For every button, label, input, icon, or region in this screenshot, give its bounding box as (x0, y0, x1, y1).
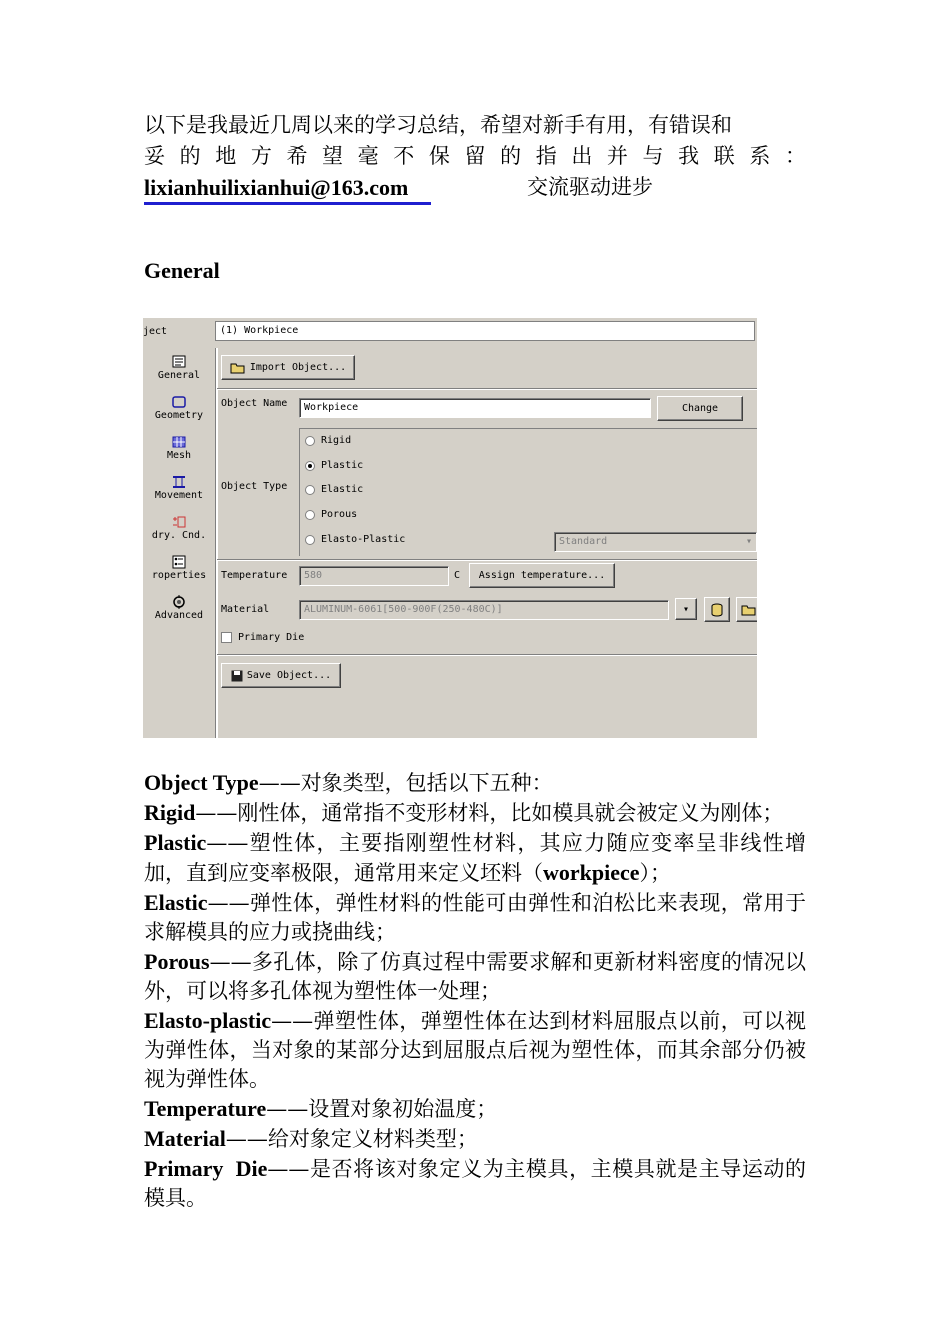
radio-button (305, 510, 315, 520)
folder-open-icon (230, 362, 246, 374)
database-icon (711, 603, 723, 617)
sidebar-item-label: General (157, 370, 201, 381)
divider (217, 388, 757, 390)
material-field[interactable]: ALUMINUM-6061[500-900F(250-480C)] (299, 600, 669, 620)
sidebar-item-advanced[interactable] (143, 594, 215, 621)
email-link[interactable]: lixianhuilixianhui@163.com (144, 175, 409, 200)
save-object-label: Save Object... (246, 670, 332, 681)
movement-icon (170, 474, 188, 490)
sidebar-item-mesh[interactable] (143, 434, 215, 461)
desc: ——是否将该对象定义为主模具，主模具就是主导运动的模具。 (144, 1157, 806, 1210)
term: Object Type (144, 770, 259, 795)
object-bar (143, 318, 757, 346)
chevron-down-icon: ▾ (682, 603, 690, 615)
definition-object-type (144, 768, 806, 798)
radio-button (305, 436, 315, 446)
radio-label: Elasto-Plastic (321, 534, 406, 545)
desc: ——对象类型，包括以下五种： (258, 771, 553, 795)
desc: ——设置对象初始温度； (266, 1097, 498, 1121)
sidebar-item-properties[interactable] (143, 554, 215, 581)
import-object-button[interactable] (221, 355, 355, 380)
deform-general-screenshot (143, 318, 757, 738)
definition-temperature (144, 1094, 806, 1124)
object-name-field[interactable]: Workpiece (299, 398, 651, 418)
definition-rigid (144, 798, 806, 828)
intro-line-1: 以下是我最近几周以来的学习总结，希望对新手有用，有错误和 (144, 113, 732, 137)
definition-elastic (144, 888, 806, 947)
intro-char: 方 (250, 144, 272, 168)
term: Primary Die (144, 1156, 268, 1181)
save-icon (231, 670, 243, 682)
intro-char: 留 (464, 144, 486, 168)
definition-primary-die (144, 1154, 806, 1213)
sidebar-item-label: Geometry (154, 410, 204, 421)
intro-char: ： (784, 144, 806, 168)
radio-elastic[interactable] (305, 484, 363, 495)
email-underline (144, 202, 431, 205)
desc: ——塑性体，主要指刚塑性材料，其应力随应变率呈非线性增加，直到应变率极限，通常用来定义坯料（ (144, 831, 806, 885)
term: Rigid (144, 800, 196, 825)
section-heading: General (144, 258, 220, 283)
desc: ）； (639, 861, 672, 885)
radio-elasto-plastic[interactable] (305, 534, 405, 545)
intro-char: 系 (749, 144, 771, 168)
save-object-button[interactable] (221, 663, 341, 688)
intro-char: 地 (215, 144, 237, 168)
primary-die-label: Primary Die (238, 632, 305, 643)
radio-button (305, 485, 315, 495)
term: Material (144, 1126, 226, 1151)
definition-elasto-plastic (144, 1006, 806, 1094)
intro-char: 联 (713, 144, 735, 168)
properties-icon (170, 554, 188, 570)
assign-temperature-button[interactable]: Assign temperature... (469, 563, 615, 588)
folder-open-icon (741, 604, 757, 616)
intro-line-3 (144, 172, 806, 203)
definitions (144, 768, 806, 1213)
slogan: 交流驱动进步 (527, 175, 653, 199)
sidebar-item-label: Mesh (166, 450, 192, 461)
mesh-icon (170, 434, 188, 450)
radio-label: Porous (321, 509, 358, 520)
elasto-plastic-select[interactable] (554, 532, 757, 552)
intro-char: 毫 (357, 144, 379, 168)
sidebar-item-general[interactable] (143, 354, 215, 381)
intro-char: 望 (322, 144, 344, 168)
radio-rigid[interactable] (305, 435, 351, 446)
object-label: ject (143, 326, 168, 337)
sidebar (143, 348, 215, 738)
intro-char: 不 (393, 144, 415, 168)
primary-die-checkbox[interactable] (221, 632, 304, 643)
sidebar-item-label: Advanced (154, 610, 204, 621)
intro-char: 并 (606, 144, 628, 168)
radio-label: Elastic (321, 484, 364, 495)
radio-porous[interactable] (305, 509, 357, 520)
radio-label: Plastic (321, 460, 364, 471)
sidebar-divider (215, 348, 218, 738)
divider (217, 559, 757, 561)
intro-char: 保 (428, 144, 450, 168)
elasto-plastic-select-value: Standard (559, 536, 608, 547)
desc: ——刚性体，通常指不变形材料，比如模具就会被定义为刚体； (195, 801, 784, 825)
intro-char: 我 (678, 144, 700, 168)
material-dropdown-button[interactable] (675, 598, 697, 620)
radio-label: Rigid (321, 435, 352, 446)
definition-plastic (144, 828, 806, 888)
checkbox (221, 632, 232, 643)
import-object-label: Import Object... (249, 362, 347, 373)
temperature-field[interactable]: 580 (299, 566, 449, 586)
object-name-label: Object Name (221, 398, 288, 409)
sidebar-item-bdry-cnd[interactable] (143, 514, 215, 541)
desc: ——弹塑性体，弹塑性体在达到材料屈服点以前，可以视为弹性体，当对象的某部分达到屈服点后视为塑性体，而其余部分仍被视为弹性体。 (144, 1009, 806, 1091)
desc: ——给对象定义材料类型； (225, 1127, 478, 1151)
material-database-button[interactable] (704, 597, 730, 622)
intro-char: 的 (179, 144, 201, 168)
intro-char: 指 (535, 144, 557, 168)
definition-material (144, 1124, 806, 1154)
radio-plastic[interactable] (305, 460, 363, 471)
desc: ——弹性体，弹性材料的性能可由弹性和泊松比来表现，常用于求解模具的应力或挠曲线； (144, 891, 806, 944)
change-button[interactable]: Change (657, 396, 743, 421)
general-icon (170, 354, 188, 370)
intro-char: 希 (286, 144, 308, 168)
intro-paragraph (144, 110, 806, 203)
sidebar-item-label: roperties (151, 570, 207, 581)
material-label: Material (221, 604, 270, 615)
desc: ——多孔体，除了仿真过程中需要求解和更新材料密度的情况以外，可以将多孔体视为塑性体一处理； (144, 950, 806, 1003)
bdry-cnd-icon (170, 514, 188, 530)
material-open-button[interactable] (736, 597, 757, 622)
term: Elastic (144, 890, 208, 915)
term: Elasto-plastic (144, 1008, 272, 1033)
temperature-unit: C (454, 570, 461, 581)
intro-char: 与 (642, 144, 664, 168)
radio-button (305, 461, 315, 471)
object-type-label: Object Type (221, 481, 288, 492)
intro-line-2 (144, 141, 806, 172)
sidebar-item-geometry[interactable] (143, 394, 215, 421)
divider (217, 654, 757, 656)
term: Porous (144, 949, 210, 974)
geometry-icon (170, 394, 188, 410)
intro-char: 的 (500, 144, 522, 168)
sidebar-item-label: Movement (154, 490, 204, 501)
chevron-down-icon: ▾ (745, 536, 752, 547)
term: Plastic (144, 830, 207, 855)
definition-porous (144, 947, 806, 1006)
intro-char: 妥 (144, 144, 165, 168)
temperature-label: Temperature (221, 570, 288, 581)
object-selector[interactable]: (1) Workpiece (215, 321, 755, 341)
radio-button (305, 535, 315, 545)
sidebar-item-label: dry. Cnd. (151, 530, 207, 541)
term: workpiece (543, 860, 640, 885)
sidebar-item-movement[interactable] (143, 474, 215, 501)
term: Temperature (144, 1096, 267, 1121)
advanced-icon (170, 594, 188, 610)
intro-char: 出 (571, 144, 593, 168)
